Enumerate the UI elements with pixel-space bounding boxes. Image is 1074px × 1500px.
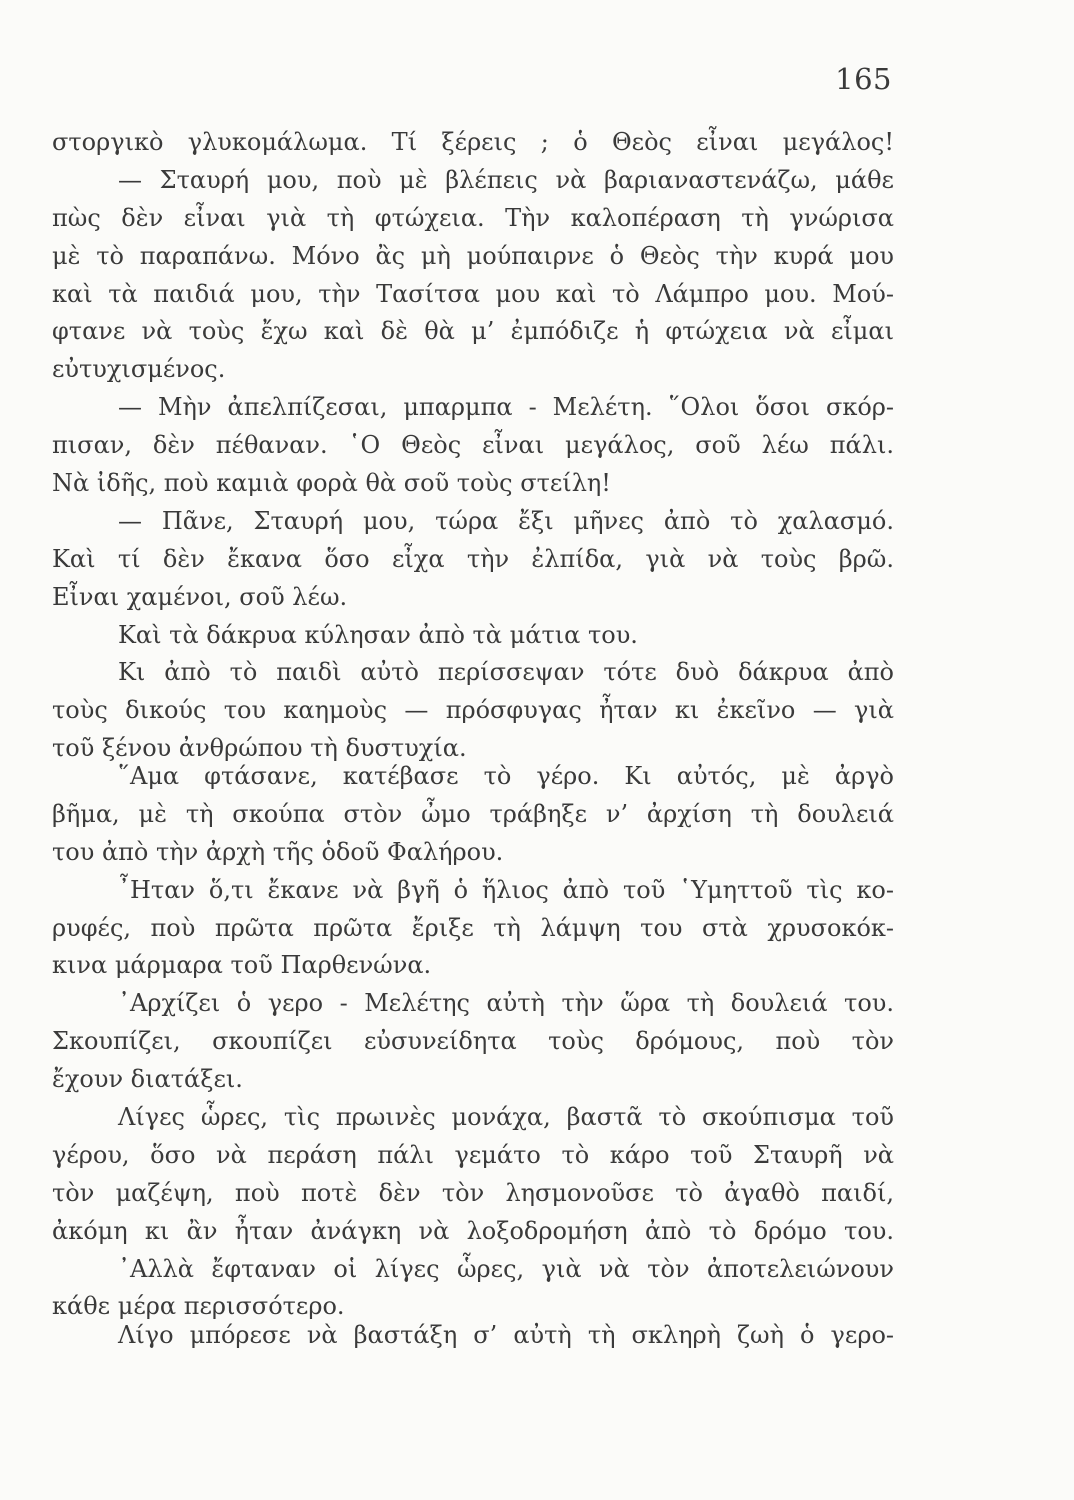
- text-line: μὲ τὸ παραπάνω. Μόνο ἂς μὴ μούπαιρνε ὁ Θεὸς τὴν κυρά μου: [52, 241, 894, 270]
- text-line: ῏Ηταν ὅ,τι ἔκανε νὰ βγῆ ὁ ἥλιος ἀπὸ τοῦ ῾Υμηττοῦ τὶς κο-: [118, 875, 894, 904]
- text-line: τοῦ ξένου ἀνθρώπου τὴ δυστυχία.: [52, 734, 467, 763]
- text-line: στοργικὸ γλυκομάλωμα. Τί ξέρεις ; ὁ Θεὸς εἶναι μεγάλος!: [52, 128, 894, 156]
- text-line: ῞Αμα φτάσανε, κατέβασε τὸ γέρο. Κι αὐτός, μὲ ἀργὸ: [118, 762, 894, 790]
- text-line: πισαν, δὲν πέθαναν. ῾Ο Θεὸς εἶναι μεγάλος, σοῦ λέω πάλι.: [52, 431, 894, 460]
- page-number: 165: [835, 62, 892, 96]
- text-line: Εἶναι χαμένοι, σοῦ λέω.: [52, 582, 348, 611]
- text-line: Νὰ ἰδῆς, ποὺ καμιὰ φορὰ θὰ σοῦ τοὺς στείλη!: [52, 469, 611, 498]
- text-line: Κι ἀπὸ τὸ παιδὶ αὐτὸ περίσσεψαν τότε δυὸ δάκρυα ἀπὸ: [118, 658, 894, 687]
- text-line: τοὺς δικούς του καημοὺς — πρόσφυγας ἦταν κι ἐκεῖνο — γιὰ: [52, 696, 894, 725]
- text-line: κινα μάρμαρα τοῦ Παρθενώνα.: [52, 951, 432, 980]
- text-line: του ἀπὸ τὴν ἀρχὴ τῆς ὁδοῦ Φαλήρου.: [52, 837, 504, 866]
- text-line: Καὶ τὰ δάκρυα κύλησαν ἀπὸ τὰ μάτια του.: [118, 620, 638, 649]
- text-line: ᾽Αλλὰ ἔφταναν οἱ λίγες ὧρες, γιὰ νὰ τὸν ἀποτελειώνουν: [118, 1254, 894, 1283]
- text-line: — Μὴν ἀπελπίζεσαι, μπαρμπα - Μελέτη. ῞Ολοι ὅσοι σκόρ-: [118, 393, 894, 422]
- text-line: Καὶ τί δὲν ἔκανα ὅσο εἶχα τὴν ἐλπίδα, γιὰ νὰ τοὺς βρῶ.: [52, 544, 894, 573]
- text-line: καὶ τὰ παιδιά μου, τὴν Τασίτσα μου καὶ τὸ Λάμπρο μου. Μού-: [52, 279, 894, 308]
- text-line: Λίγο μπόρεσε νὰ βαστάξη σ’ αὐτὴ τὴ σκληρὴ ζωὴ ὁ γερο-: [118, 1321, 894, 1349]
- text-block: [52, 124, 894, 768]
- text-line: βῆμα, μὲ τὴ σκούπα στὸν ὦμο τράβηξε ν’ ἀρχίση τὴ δουλειά: [52, 799, 894, 828]
- text-line: ρυφές, ποὺ πρῶτα πρῶτα ἔριξε τὴ λάμψη του στὰ χρυσοκόκ-: [52, 913, 894, 942]
- text-line: — Πᾶνε, Σταυρή μου, τώρα ἔξι μῆνες ἀπὸ τὸ χαλασμό.: [118, 506, 894, 535]
- text-line: — Σταυρή μου, ποὺ μὲ βλέπεις νὰ βαριαναστενάζω, μάθε: [118, 165, 894, 194]
- text-line: πὼς δὲν εἶναι γιὰ τὴ φτώχεια. Τὴν καλοπέραση τὴ γνώρισα: [52, 203, 894, 232]
- text-block: [52, 758, 894, 1326]
- text-line: γέρου, ὅσο νὰ περάση πάλι γεμάτο τὸ κάρο τοῦ Σταυρῆ νὰ: [52, 1140, 894, 1169]
- text-line: τὸν μαζέψη, ποὺ ποτὲ δὲν τὸν λησμονοῦσε τὸ ἀγαθὸ παιδί,: [52, 1178, 894, 1207]
- text-line: ἀκόμη κι ἂν ἦταν ἀνάγκη νὰ λοξοδρομήση ἀπὸ τὸ δρόμο του.: [52, 1216, 894, 1245]
- text-line: κάθε μέρα περισσότερο.: [52, 1292, 345, 1321]
- text-block: [52, 1317, 894, 1355]
- text-line: εὐτυχισμένος.: [52, 355, 226, 384]
- text-line: Σκουπίζει, σκουπίζει εὐσυνείδητα τοὺς δρόμους, ποὺ τὸν: [52, 1027, 894, 1056]
- text-line: φτανε νὰ τοὺς ἔχω καὶ δὲ θὰ μ’ ἐμπόδιζε ἡ φτώχεια νὰ εἶμαι: [52, 317, 894, 346]
- text-line: ᾽Αρχίζει ὁ γερο - Μελέτης αὐτὴ τὴν ὥρα τὴ δουλειά του.: [118, 989, 894, 1018]
- text-line: Λίγες ὧρες, τὶς πρωινὲς μονάχα, βαστᾶ τὸ σκούπισμα τοῦ: [118, 1103, 894, 1132]
- text-line: ἔχουν διατάξει.: [52, 1065, 243, 1094]
